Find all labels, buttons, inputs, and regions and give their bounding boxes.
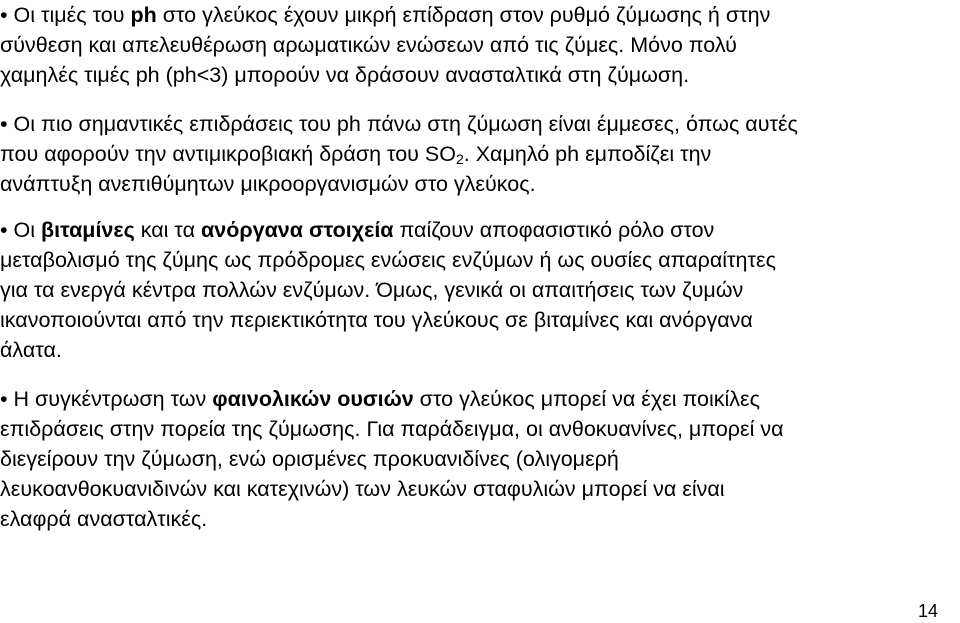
bullet-text: Οι πιο σημαντικές επιδράσεις του ph πάνω στη ζύμωση είναι έμμεσες, όπως αυτές που αφορούν την αντιμικροβιακή δράση του SO bbox=[0, 112, 798, 166]
subscript: 2 bbox=[455, 151, 464, 167]
bullet-mark: • bbox=[0, 3, 8, 27]
bullet-text: . Χαμηλό ph εμποδίζει την ανάπτυξη ανεπιθύμητων μικροοργανισμών στο γλεύκος. bbox=[0, 142, 712, 196]
bullet-indirect-effects bbox=[0, 109, 952, 199]
bullet-mark: • bbox=[0, 218, 8, 242]
bullet-text: Οι τιμές του bbox=[13, 3, 131, 27]
bullet-text: Οι bbox=[13, 218, 41, 242]
bullet-ph-effect bbox=[0, 0, 952, 90]
bullet-mark: • bbox=[0, 387, 8, 411]
bullet-text: Η συγκέντρωση των bbox=[13, 387, 213, 411]
bullet-bold-term: βιταμίνες bbox=[41, 218, 135, 242]
bullet-text: στο γλεύκος μπορεί να έχει ποικίλες επιδράσεις στην πορεία της ζύμωσης. Για παράδειγμα, οι ανθοκυανίνες, μπορεί να διεγείρουν την ζύμωση, ενώ ορισμένες προκυανιδίνες (ολιγομερή λευκοανθοκυανιδινών και κατεχινών) των λευκών σταφυλιών μπορεί να είναι ελαφρά ανασταλτικές. bbox=[0, 387, 784, 531]
bullet-text: στο γλεύκος έχουν μικρή επίδραση στον ρυθμό ζύμωσης ή στην σύνθεση και απελευθέρωση αρωματικών ενώσεων από τις ζύμες. Μόνο πολύ χαμηλές τιμές ph (ph<3) μπορούν να δράσουν ανασταλτικά στη ζύμωση. bbox=[0, 3, 771, 87]
bullet-text: και τα bbox=[134, 218, 202, 242]
bullet-bold-term: ph bbox=[130, 3, 157, 27]
bullet-bold-term: φαινολικών ουσιών bbox=[212, 387, 414, 411]
bullet-vitamins-minerals bbox=[0, 215, 952, 365]
bullet-mark: • bbox=[0, 112, 8, 136]
bullet-bold-term: ανόργανα στοιχεία bbox=[201, 218, 394, 242]
bullet-phenolics bbox=[0, 384, 952, 534]
page-number: 14 bbox=[917, 601, 938, 621]
bullet-text: παίζουν αποφασιστικό ρόλο στον μεταβολισμό της ζύμης ως πρόδρομες ενώσεις ενζύμων ή ως ουσίες απαραίτητες για τα ενεργά κέντρα πολλών ενζύμων. Όμως, γενικά οι απαιτήσεις των ζυμών ικανοποιούνται από την περιεκτικότητα του γλεύκους σε βιταμίνες και ανόργανα άλατα. bbox=[0, 218, 776, 362]
